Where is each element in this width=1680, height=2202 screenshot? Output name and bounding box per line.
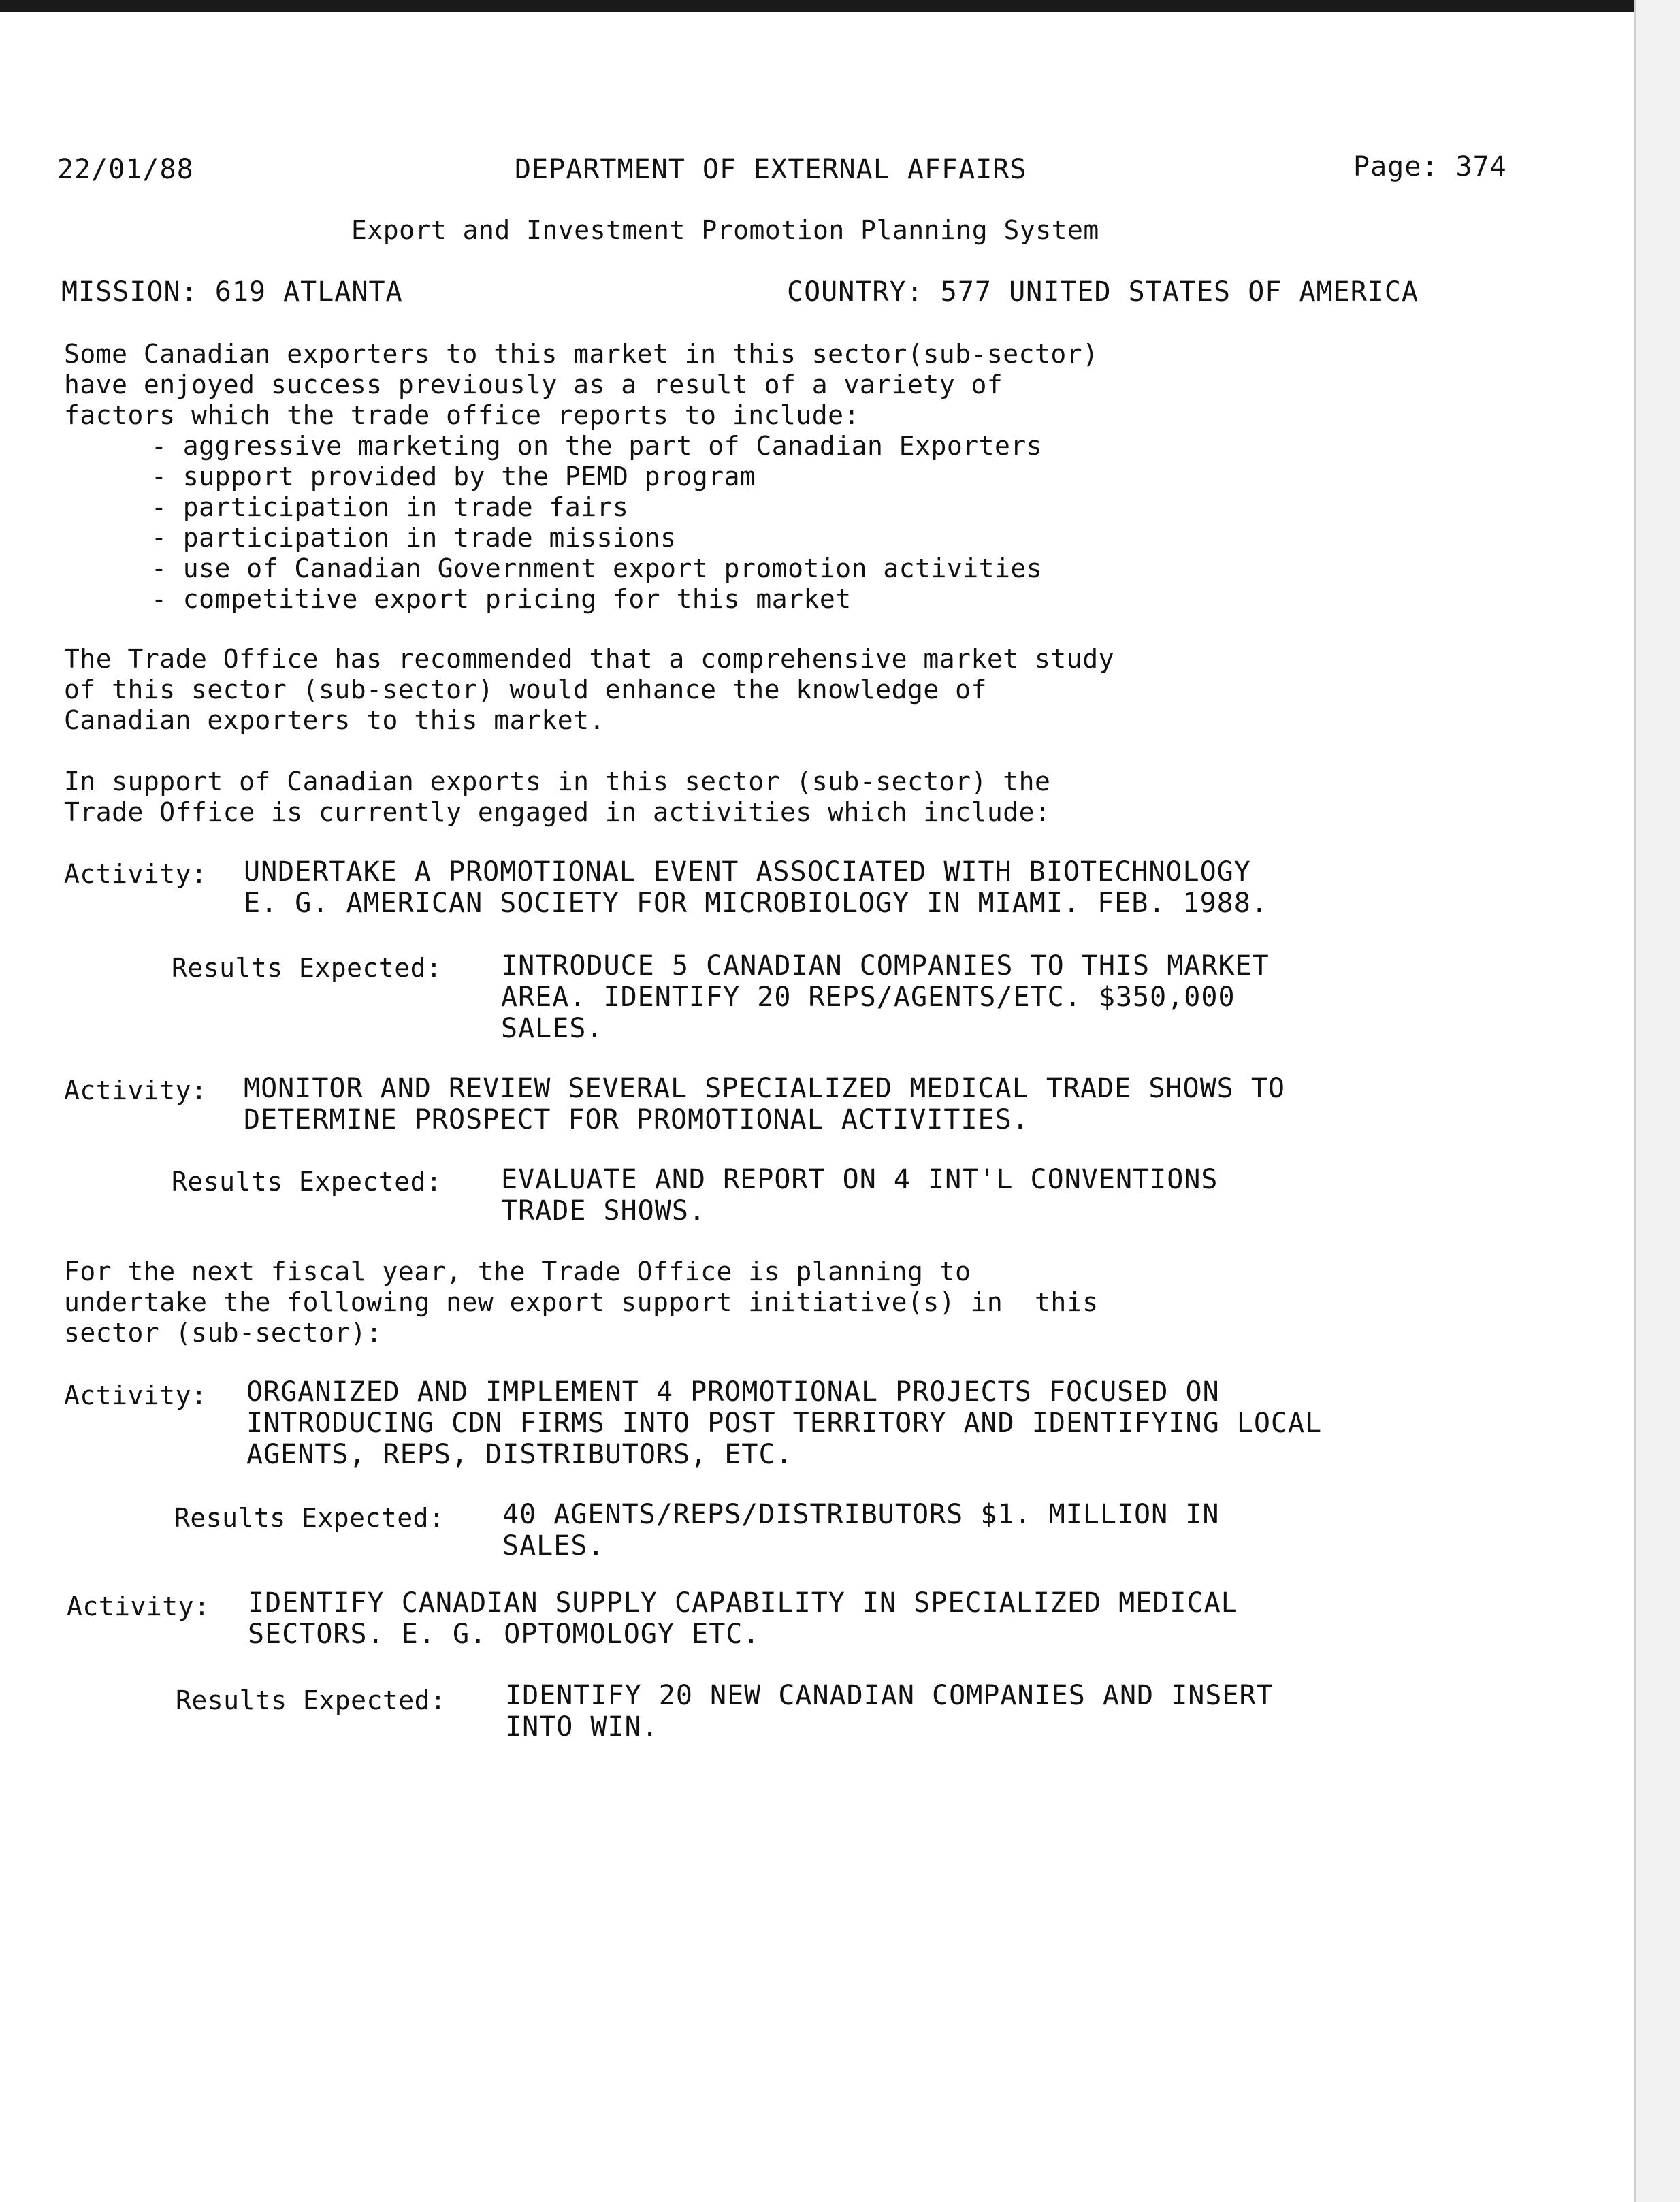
activity-text: MONITOR AND REVIEW SEVERAL SPECIALIZED MEDICAL TRADE SHOWS TO — [244, 1073, 1286, 1104]
activity-text: INTRODUCING CDN FIRMS INTO POST TERRITORY AND IDENTIFYING LOCAL — [246, 1408, 1323, 1439]
page-number: Page: 374 — [1353, 151, 1507, 182]
results-text: EVALUATE AND REPORT ON 4 INT'L CONVENTIONS — [501, 1164, 1218, 1195]
results-text: IDENTIFY 20 NEW CANADIAN COMPANIES AND INSERT — [505, 1680, 1274, 1711]
next-year-line: For the next fiscal year, the Trade Office is planning to — [64, 1257, 971, 1286]
results-text: INTRODUCE 5 CANADIAN COMPANIES TO THIS MARKET — [501, 950, 1270, 982]
results-label: Results Expected: — [172, 953, 442, 983]
factor-item: - competitive export pricing for this market — [151, 584, 852, 614]
results-text: AREA. IDENTIFY 20 REPS/AGENTS/ETC. $350,000 — [501, 982, 1235, 1013]
mission-field: MISSION: 619 ATLANTA — [61, 276, 403, 308]
activity-text: ORGANIZED AND IMPLEMENT 4 PROMOTIONAL PROJECTS FOCUSED ON — [246, 1376, 1220, 1408]
factor-item: - support provided by the PEMD program — [151, 462, 756, 491]
factor-item: - use of Canadian Government export promotion activities — [151, 553, 1043, 583]
activity-text: IDENTIFY CANADIAN SUPPLY CAPABILITY IN SPECIALIZED MEDICAL — [248, 1587, 1238, 1619]
recommendation-line: Canadian exporters to this market. — [64, 705, 605, 735]
activity-label: Activity: — [64, 859, 208, 889]
support-line: In support of Canadian exports in this sector (sub-sector) the — [64, 766, 1051, 796]
results-label: Results Expected: — [174, 1503, 445, 1533]
scan-top-border — [0, 0, 1680, 12]
results-text: INTO WIN. — [505, 1711, 659, 1743]
factor-item: - aggressive marketing on the part of Canadian Exporters — [151, 431, 1043, 461]
factor-item: - participation in trade fairs — [151, 492, 629, 522]
factor-item: - participation in trade missions — [151, 523, 677, 553]
next-year-line: sector (sub-sector): — [64, 1318, 383, 1348]
system-title: Export and Investment Promotion Planning System — [351, 215, 1099, 245]
results-text: SALES. — [502, 1530, 605, 1561]
intro-line: have enjoyed success previously as a result of a variety of — [64, 370, 1003, 400]
department-title: DEPARTMENT OF EXTERNAL AFFAIRS — [515, 154, 1027, 185]
activity-label: Activity: — [64, 1075, 208, 1105]
activity-label: Activity: — [64, 1380, 208, 1410]
support-line: Trade Office is currently engaged in activities which include: — [64, 797, 1051, 827]
activity-text: DETERMINE PROSPECT FOR PROMOTIONAL ACTIVITIES. — [244, 1104, 1029, 1135]
activity-text: UNDERTAKE A PROMOTIONAL EVENT ASSOCIATED WITH BIOTECHNOLOGY — [244, 856, 1251, 888]
intro-line: Some Canadian exporters to this market in this sector(sub-sector) — [64, 339, 1099, 369]
results-text: TRADE SHOWS. — [501, 1195, 706, 1227]
activity-text: AGENTS, REPS, DISTRIBUTORS, ETC. — [246, 1439, 793, 1470]
activity-text: SECTORS. E. G. OPTOMOLOGY ETC. — [248, 1619, 760, 1650]
next-year-line: undertake the following new export support initiative(s) in this — [64, 1287, 1099, 1317]
scan-right-edge — [1634, 0, 1680, 2202]
country-field: COUNTRY: 577 UNITED STATES OF AMERICA — [787, 276, 1419, 308]
results-label: Results Expected: — [176, 1685, 447, 1715]
activity-text: E. G. AMERICAN SOCIETY FOR MICROBIOLOGY IN MIAMI. FEB. 1988. — [244, 888, 1268, 919]
activity-label: Activity: — [67, 1591, 210, 1621]
results-label: Results Expected: — [172, 1167, 442, 1197]
intro-line: factors which the trade office reports to include: — [64, 400, 860, 430]
report-date: 22/01/88 — [57, 154, 194, 185]
recommendation-line: The Trade Office has recommended that a comprehensive market study — [64, 644, 1114, 674]
results-text: 40 AGENTS/REPS/DISTRIBUTORS $1. MILLION IN — [502, 1499, 1220, 1530]
recommendation-line: of this sector (sub-sector) would enhance the knowledge of — [64, 675, 987, 705]
results-text: SALES. — [501, 1013, 604, 1044]
